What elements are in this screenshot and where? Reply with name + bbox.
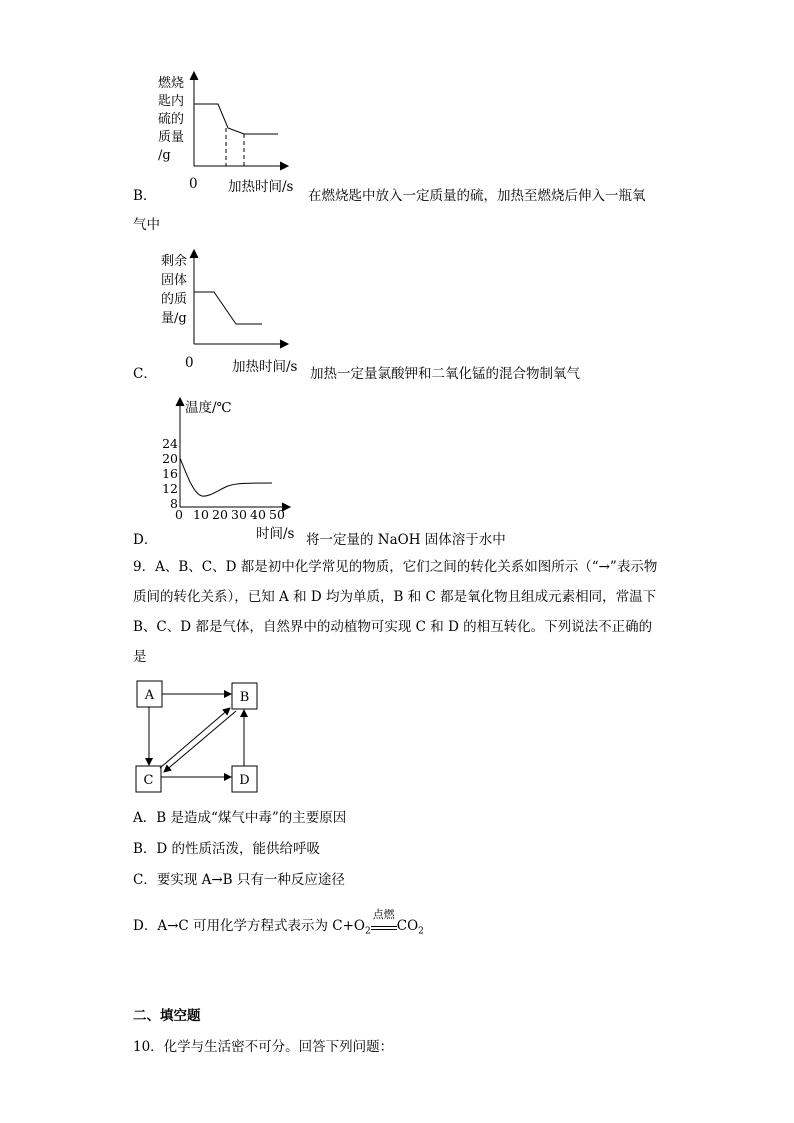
graph-b-ylabel-line: 硫的 <box>158 112 185 127</box>
y-tick-label: 8 <box>170 496 178 511</box>
graph-b-ylabel <box>158 75 184 165</box>
graph-b-axes <box>190 72 288 170</box>
option-d-letter: D． <box>133 532 158 548</box>
y-tick-label: 24 <box>162 436 178 451</box>
arrow-c-to-b <box>160 708 230 768</box>
q9-option-d-prefix: D．A→C 可用化学方程式表示为 C+O <box>133 918 366 934</box>
graph-b-ylabel-line: /g <box>158 148 171 163</box>
x-tick-label: 40 <box>250 507 266 522</box>
graph-c-ylabel-line: 剩余 <box>161 254 188 269</box>
x-tick-label: 20 <box>212 507 228 522</box>
y-tick-label: 12 <box>162 481 178 496</box>
graph-b-curve <box>194 104 278 134</box>
section-title: 二、填空题 <box>133 1008 201 1024</box>
node-b-label: B <box>239 690 250 705</box>
option-d-desc: 将一定量的 NaOH 固体溶于水中 <box>306 532 506 548</box>
graph-b-origin: 0 <box>189 176 198 192</box>
q9-option-b: B．D 的性质活泼，能供给呼吸 <box>133 841 321 857</box>
q9-option-a: A．B 是造成“煤气中毒”的主要原因 <box>133 810 347 826</box>
question-9-text: 9．A、B、C、D 都是初中化学常见的物质，它们之间的转化关系如图所示（“→”表示物质间的转化关系），已知 A 和 D 均为单质，B 和 C 都是氧化物且组成元素相同，常温下 B、C、D 都是气体，自然界中的动植物可实现 C 和 D 的相互转化。下列说法不正确的是 <box>133 559 658 665</box>
x-tick-label: 50 <box>269 507 285 522</box>
graph-d-ylabel: 温度/℃ <box>185 400 232 416</box>
graph-c-ylabel-line: 量/g <box>161 311 187 326</box>
graph-c-origin: 0 <box>185 355 194 371</box>
graph-c-xlabel: 加热时间/s <box>232 359 298 375</box>
q9-option-c: C．要实现 A→B 只有一种反应途径 <box>133 872 345 888</box>
q9-option-d-product: CO <box>396 918 419 934</box>
q9-option-d <box>133 908 424 937</box>
arrow-b-to-c <box>164 711 236 772</box>
reaction-condition: 点燃 <box>372 908 395 921</box>
graph-b-xlabel: 加热时间/s <box>228 179 294 195</box>
graph-b-ylabel-line: 质量 <box>158 130 185 145</box>
graph-c-ylabel-line: 的质 <box>161 292 188 307</box>
node-c-label: C <box>143 773 154 788</box>
graph-c-ylabel-line: 固体 <box>161 273 188 288</box>
y-tick-label: 20 <box>162 451 178 466</box>
q9-option-d-sub2: 2 <box>418 926 424 937</box>
option-b-desc-line1: 在燃烧匙中放入一定质量的硫，加热至燃烧后伸入一瓶氧 <box>308 188 646 204</box>
node-a-label: A <box>144 688 155 703</box>
graph-d-xticks <box>175 507 288 522</box>
q9-diagram <box>130 678 270 798</box>
reaction-arrow <box>371 908 397 930</box>
x-tick-label: 0 <box>175 507 183 522</box>
option-c-letter: C． <box>133 366 157 382</box>
graph-c-ylabel <box>161 252 187 328</box>
graph-d-yticks <box>162 436 178 511</box>
option-c-desc: 加热一定量氯酸钾和二氧化锰的混合物制氧气 <box>310 366 580 382</box>
x-tick-label: 10 <box>193 507 209 522</box>
y-tick-label: 16 <box>162 466 178 481</box>
question-10-text: 10．化学与生活密不可分。回答下列问题： <box>133 1039 394 1055</box>
q9-option-d-sub1: 2 <box>365 926 371 937</box>
graph-c-axes <box>190 250 288 348</box>
graph-d-curve <box>180 458 272 496</box>
graph-c-curve <box>194 292 262 324</box>
equals-sign <box>371 926 397 930</box>
option-b-desc-line2: 气中 <box>133 217 160 233</box>
x-tick-label: 30 <box>231 507 247 522</box>
graph-d-xlabel: 时间/s <box>256 526 295 542</box>
node-d-label: D <box>239 773 250 788</box>
option-b-letter: B． <box>133 188 157 204</box>
graph-b-ylabel-line: 匙内 <box>158 94 185 109</box>
graph-b-ylabel-line: 燃烧 <box>158 76 185 91</box>
